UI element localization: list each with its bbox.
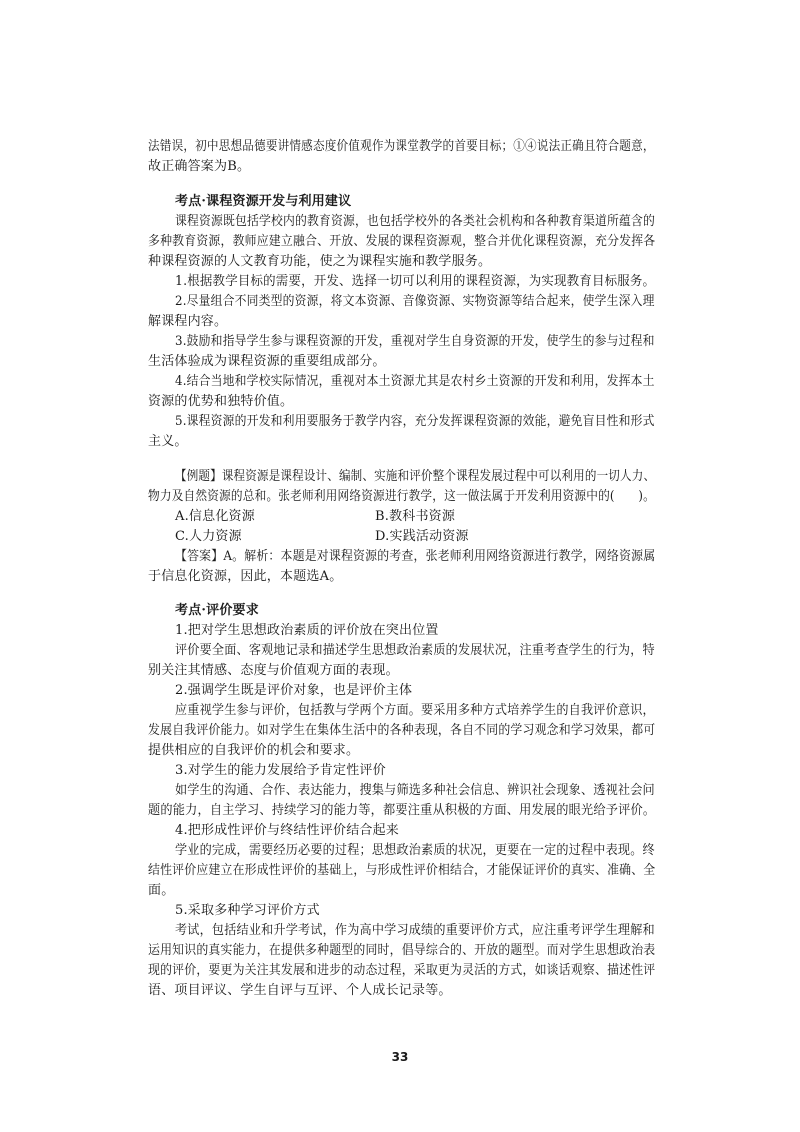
section-heading-curriculum-resources: 考点·课程资源开发与利用建议 <box>175 194 352 209</box>
paragraph-line: 评价要全面、客观地记录和描述学生思想政治素质的发展状况，注重考查学生的行为，特 <box>175 643 655 658</box>
paragraph-line: 发展自我评价能力。如对学生在集体生活中的各种表现，各自不同的学习观念和学习效果，都可 <box>148 723 656 738</box>
list-item: 5.课程资源的开发和利用要服务于教学内容，充分发挥课程资源的效能，避免盲目性和形式 <box>175 414 655 429</box>
answer-line: 【答案】A。解析：本题是对课程资源的考查，张老师利用网络资源进行教学，网络资源属 <box>175 549 656 564</box>
list-item: 3.鼓励和指导学生参与课程资源的开发，重视对学生自身资源的开发，使学生的参与过程和 <box>175 334 655 349</box>
option-b: B.教科书资源 <box>375 509 456 524</box>
paragraph-line: 语、项目评议、学生自评与互评、个人成长记录等。 <box>148 983 452 998</box>
paragraph-line: 课程资源既包括学校内的教育资源，也包括学校外的各类社会机构和各种教育渠道所蕴含的 <box>175 214 656 229</box>
subheading: 4.把形成性评价与终结性评价结合起来 <box>175 823 400 838</box>
paragraph-line: 面。 <box>148 883 175 898</box>
section-heading-evaluation: 考点·评价要求 <box>175 603 259 618</box>
intro-line: 故正确答案为B。 <box>148 159 251 174</box>
subheading: 2.强调学生既是评价对象，也是评价主体 <box>175 683 413 698</box>
list-item-cont: 资源的优势和独特价值。 <box>148 394 294 409</box>
list-item: 2.尽量组合不同类型的资源，将文本资源、音像资源、实物资源等结合起来，使学生深入理 <box>175 294 655 309</box>
option-d: D.实践活动资源 <box>375 529 469 544</box>
paragraph-line: 种课程资源的人文教育功能，使之为课程实施和教学服务。 <box>148 254 492 269</box>
paragraph-line: 题的能力，自主学习、持续学习的能力等，都要注重从积极的方面、用发展的眼光给予评价。 <box>148 803 656 818</box>
option-a: A.信息化资源 <box>175 509 255 524</box>
subheading: 3.对学生的能力发展给予肯定性评价 <box>175 763 386 778</box>
paragraph-line: 现的评价，要更为关注其发展和进步的动态过程，采取更为灵活的方式，如谈话观察、描述性评 <box>148 963 656 978</box>
paragraph-line: 提供相应的自我评价的机会和要求。 <box>148 743 360 758</box>
option-c: C.人力资源 <box>175 529 242 544</box>
paragraph-line: 运用知识的真实能力，在提供多种题型的同时，倡导综合的、开放的题型。而对学生思想政治表 <box>148 943 656 958</box>
example-question: 【例题】课程资源是课程设计、编制、实施和评价整个课程发展过程中可以利用的一切人力、 <box>175 469 656 484</box>
paragraph-line: 应重视学生参与评价，包括教与学两个方面。要采用多种方式培养学生的自我评价意识， <box>175 703 655 718</box>
intro-line: 法错误，初中思想品德要讲情感态度价值观作为课堂教学的首要目标；①④说法正确且符合题意， <box>148 139 655 154</box>
answer-line: 于信息化资源，因此，本题选A。 <box>148 569 343 584</box>
paragraph-line: 学业的完成，需要经历必要的过程；思想政治素质的状况，更要在一定的过程中表现。终 <box>175 843 655 858</box>
subheading: 5.采取多种学习评价方式 <box>175 903 320 918</box>
paragraph-line: 结性评价应建立在形成性评价的基础上，与形成性评价相结合，才能保证评价的真实、准确、全 <box>148 863 656 878</box>
paragraph-line: 考试，包括结业和升学考试，作为高中学习成绩的重要评价方式，应注重考评学生理解和 <box>175 923 655 938</box>
list-item-cont: 主义。 <box>148 434 188 449</box>
list-item: 4.结合当地和学校实际情况，重视对本土资源尤其是农村乡土资源的开发和利用，发挥本土 <box>175 374 655 389</box>
paragraph-line: 如学生的沟通、合作、表达能力，搜集与筛选多种社会信息、辨识社会现象、透视社会问 <box>175 783 655 798</box>
list-item-cont: 解课程内容。 <box>148 314 228 329</box>
paragraph-line: 多种教育资源，教师应建立融合、开放、发展的课程资源观，整合并优化课程资源，充分发挥各 <box>148 234 656 249</box>
list-item: 1.根据教学目标的需要，开发、选择一切可以利用的课程资源，为实现教育目标服务。 <box>175 274 656 289</box>
page-number: 33 <box>391 1050 409 1064</box>
subheading: 1.把对学生思想政治素质的评价放在突出位置 <box>175 623 439 638</box>
example-question: 物力及自然资源的总和。张老师利用网络资源进行教学，这一做法属于开发利用资源中的( )。 <box>148 489 655 504</box>
list-item-cont: 生活体验成为课程资源的重要组成部分。 <box>148 354 386 369</box>
paragraph-line: 别关注其情感、态度与价值观方面的表现。 <box>148 663 399 678</box>
